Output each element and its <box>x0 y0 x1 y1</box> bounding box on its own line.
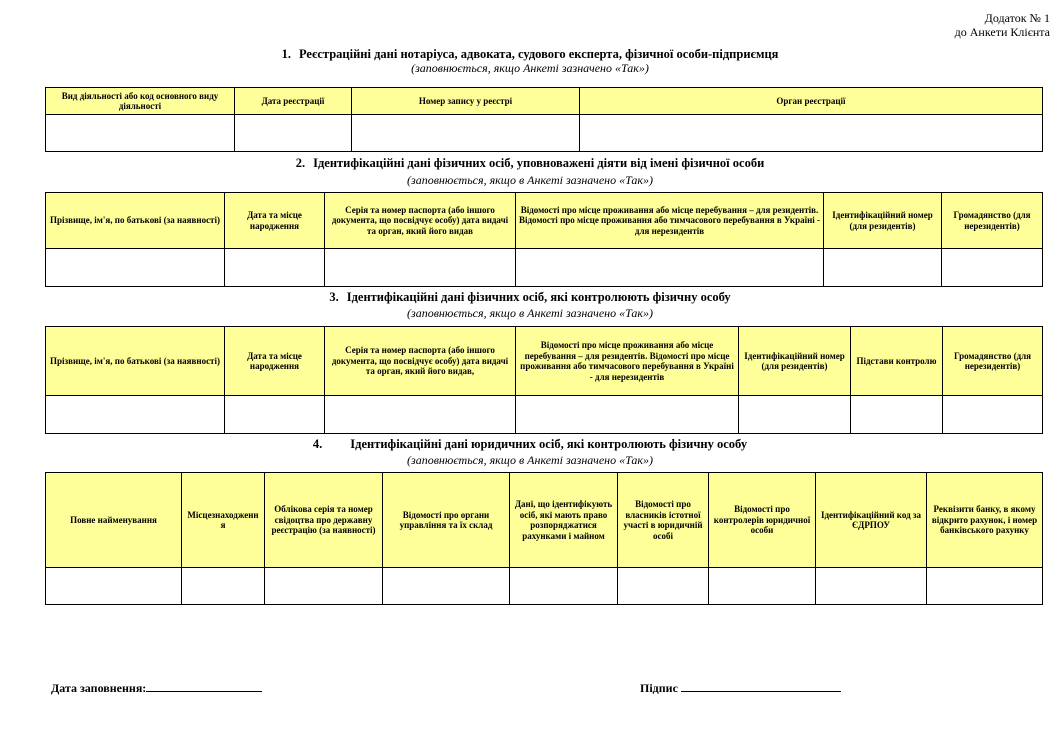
date-label: Дата заповнення: <box>51 681 147 695</box>
table-input-cell[interactable] <box>816 568 927 605</box>
section-4-number: 4. <box>312 437 323 451</box>
table-header: Ідентифікаційний номер (для резидентів) <box>739 327 851 396</box>
table-input-cell[interactable] <box>580 115 1043 152</box>
table-header: Відомості про місце проживання або місце перебування – для резидентів. Відомості про місце проживання або тимчасового перебування в Україні - для нерезидентів <box>516 193 824 249</box>
table-input-cell[interactable] <box>618 568 709 605</box>
appendix-line-1: Додаток № 1 <box>984 11 1050 25</box>
table-header: Підстави контролю <box>851 327 943 396</box>
table-header: Дата та місце народження <box>225 193 325 249</box>
table-input-cell[interactable] <box>739 396 851 434</box>
table-header: Прізвище, ім'я, по батькові (за наявності) <box>46 193 225 249</box>
signature-field <box>640 680 841 696</box>
table-input-cell[interactable] <box>265 568 383 605</box>
table-header: Відомості про власників істотної участі в юридичній особі <box>618 473 709 568</box>
section-4-table <box>45 472 1043 605</box>
appendix-line-2: до Анкети Клієнта <box>954 25 1050 39</box>
section-3-subtitle: (заповнюється, якщо в Анкеті зазначено «Так») <box>407 306 653 320</box>
section-3-title <box>0 290 1060 304</box>
table-input-cell[interactable] <box>325 249 516 287</box>
table-header: Відомості про органи управління та їх склад <box>383 473 510 568</box>
section-4-title-text: Ідентифікаційні дані юридичних осіб, які контролюють фізичну особу <box>350 437 748 451</box>
table-header: Дата реєстрації <box>235 88 352 115</box>
date-input-line[interactable] <box>146 680 262 692</box>
table-header: Громадянство (для нерезидентів) <box>943 327 1043 396</box>
table-header: Дані, що ідентифікують осіб, які мають право розпоряджатися рахунками і майном <box>510 473 618 568</box>
table-input-cell[interactable] <box>516 249 824 287</box>
table-header: Облікова серія та номер свідоцтва про державну реєстрацію (за наявності) <box>265 473 383 568</box>
table-header: Дата та місце народження <box>225 327 325 396</box>
table-input-cell[interactable] <box>46 568 182 605</box>
table-header: Ідентифікаційний код за ЄДРПОУ <box>816 473 927 568</box>
table-input-cell[interactable] <box>516 396 739 434</box>
table-input-cell[interactable] <box>225 249 325 287</box>
table-header: Реквізити банку, в якому відкрито рахунок, і номер банківського рахунку <box>927 473 1043 568</box>
table-input-cell[interactable] <box>225 396 325 434</box>
table-header: Відомості про контролерів юридичної особи <box>709 473 816 568</box>
table-header: Серія та номер паспорта (або іншого документа, що посвідчує особу) дата видачі та орган, який його видав, <box>325 327 516 396</box>
section-3-table <box>45 326 1043 434</box>
section-1-table <box>45 87 1043 152</box>
table-input-cell[interactable] <box>943 396 1043 434</box>
section-1-title-text: Реєстраційні дані нотаріуса, адвоката, судового експерта, фізичної особи-підприємця <box>298 47 779 61</box>
table-header: Вид діяльності або код основного виду діяльності <box>46 88 235 115</box>
table-input-cell[interactable] <box>352 115 580 152</box>
section-2-number: 2. <box>295 156 306 170</box>
date-field <box>51 680 262 696</box>
section-1-subtitle: (заповнюється, якщо Анкеті зазначено «Так») <box>411 61 649 75</box>
table-header: Повне найменування <box>46 473 182 568</box>
section-2-subtitle: (заповнюється, якщо в Анкеті зазначено «Так») <box>407 173 653 187</box>
table-input-cell[interactable] <box>235 115 352 152</box>
section-2-title-text: Ідентифікаційні дані фізичних осіб, уповноважені діяти від імені фізичної особи <box>313 156 765 170</box>
table-input-cell[interactable] <box>824 249 942 287</box>
section-4-subtitle: (заповнюється, якщо в Анкеті зазначено «Так») <box>407 453 653 467</box>
table-header: Номер запису у реєстрі <box>352 88 580 115</box>
appendix-note <box>955 11 1050 39</box>
section-3-number: 3. <box>329 290 339 304</box>
table-input-cell[interactable] <box>46 396 225 434</box>
signature-input-line[interactable] <box>681 680 841 692</box>
table-input-cell[interactable] <box>510 568 618 605</box>
table-input-cell[interactable] <box>325 396 516 434</box>
section-1-number: 1. <box>281 47 291 61</box>
table-input-cell[interactable] <box>46 115 235 152</box>
table-header: Прізвище, ім'я, по батькові (за наявності) <box>46 327 225 396</box>
table-header: Громадянство (для нерезидентів) <box>942 193 1043 249</box>
table-header: Відомості про місце проживання або місце перебування – для резидентів. Відомості про місце проживання або тимчасового перебування в Україні - для нерезидентів <box>516 327 739 396</box>
section-2-title <box>0 156 1060 170</box>
table-header: Ідентифікаційний номер (для резидентів) <box>824 193 942 249</box>
table-input-cell[interactable] <box>851 396 943 434</box>
table-header: Серія та номер паспорта (або іншого документа, що посвідчує особу) дата видачі та орган, який його видав <box>325 193 516 249</box>
table-input-cell[interactable] <box>927 568 1043 605</box>
section-4-title <box>0 437 1060 451</box>
table-input-cell[interactable] <box>182 568 265 605</box>
table-header: Орган реєстрації <box>580 88 1043 115</box>
table-header: Місцезнаходження <box>182 473 265 568</box>
section-2-table <box>45 192 1043 287</box>
table-input-cell[interactable] <box>942 249 1043 287</box>
section-1-title <box>0 47 1060 61</box>
signature-label: Підпис <box>640 681 678 695</box>
table-input-cell[interactable] <box>709 568 816 605</box>
table-input-cell[interactable] <box>383 568 510 605</box>
table-input-cell[interactable] <box>46 249 225 287</box>
section-3-title-text: Ідентифікаційні дані фізичних осіб, які контролюють фізичну особу <box>346 290 731 304</box>
